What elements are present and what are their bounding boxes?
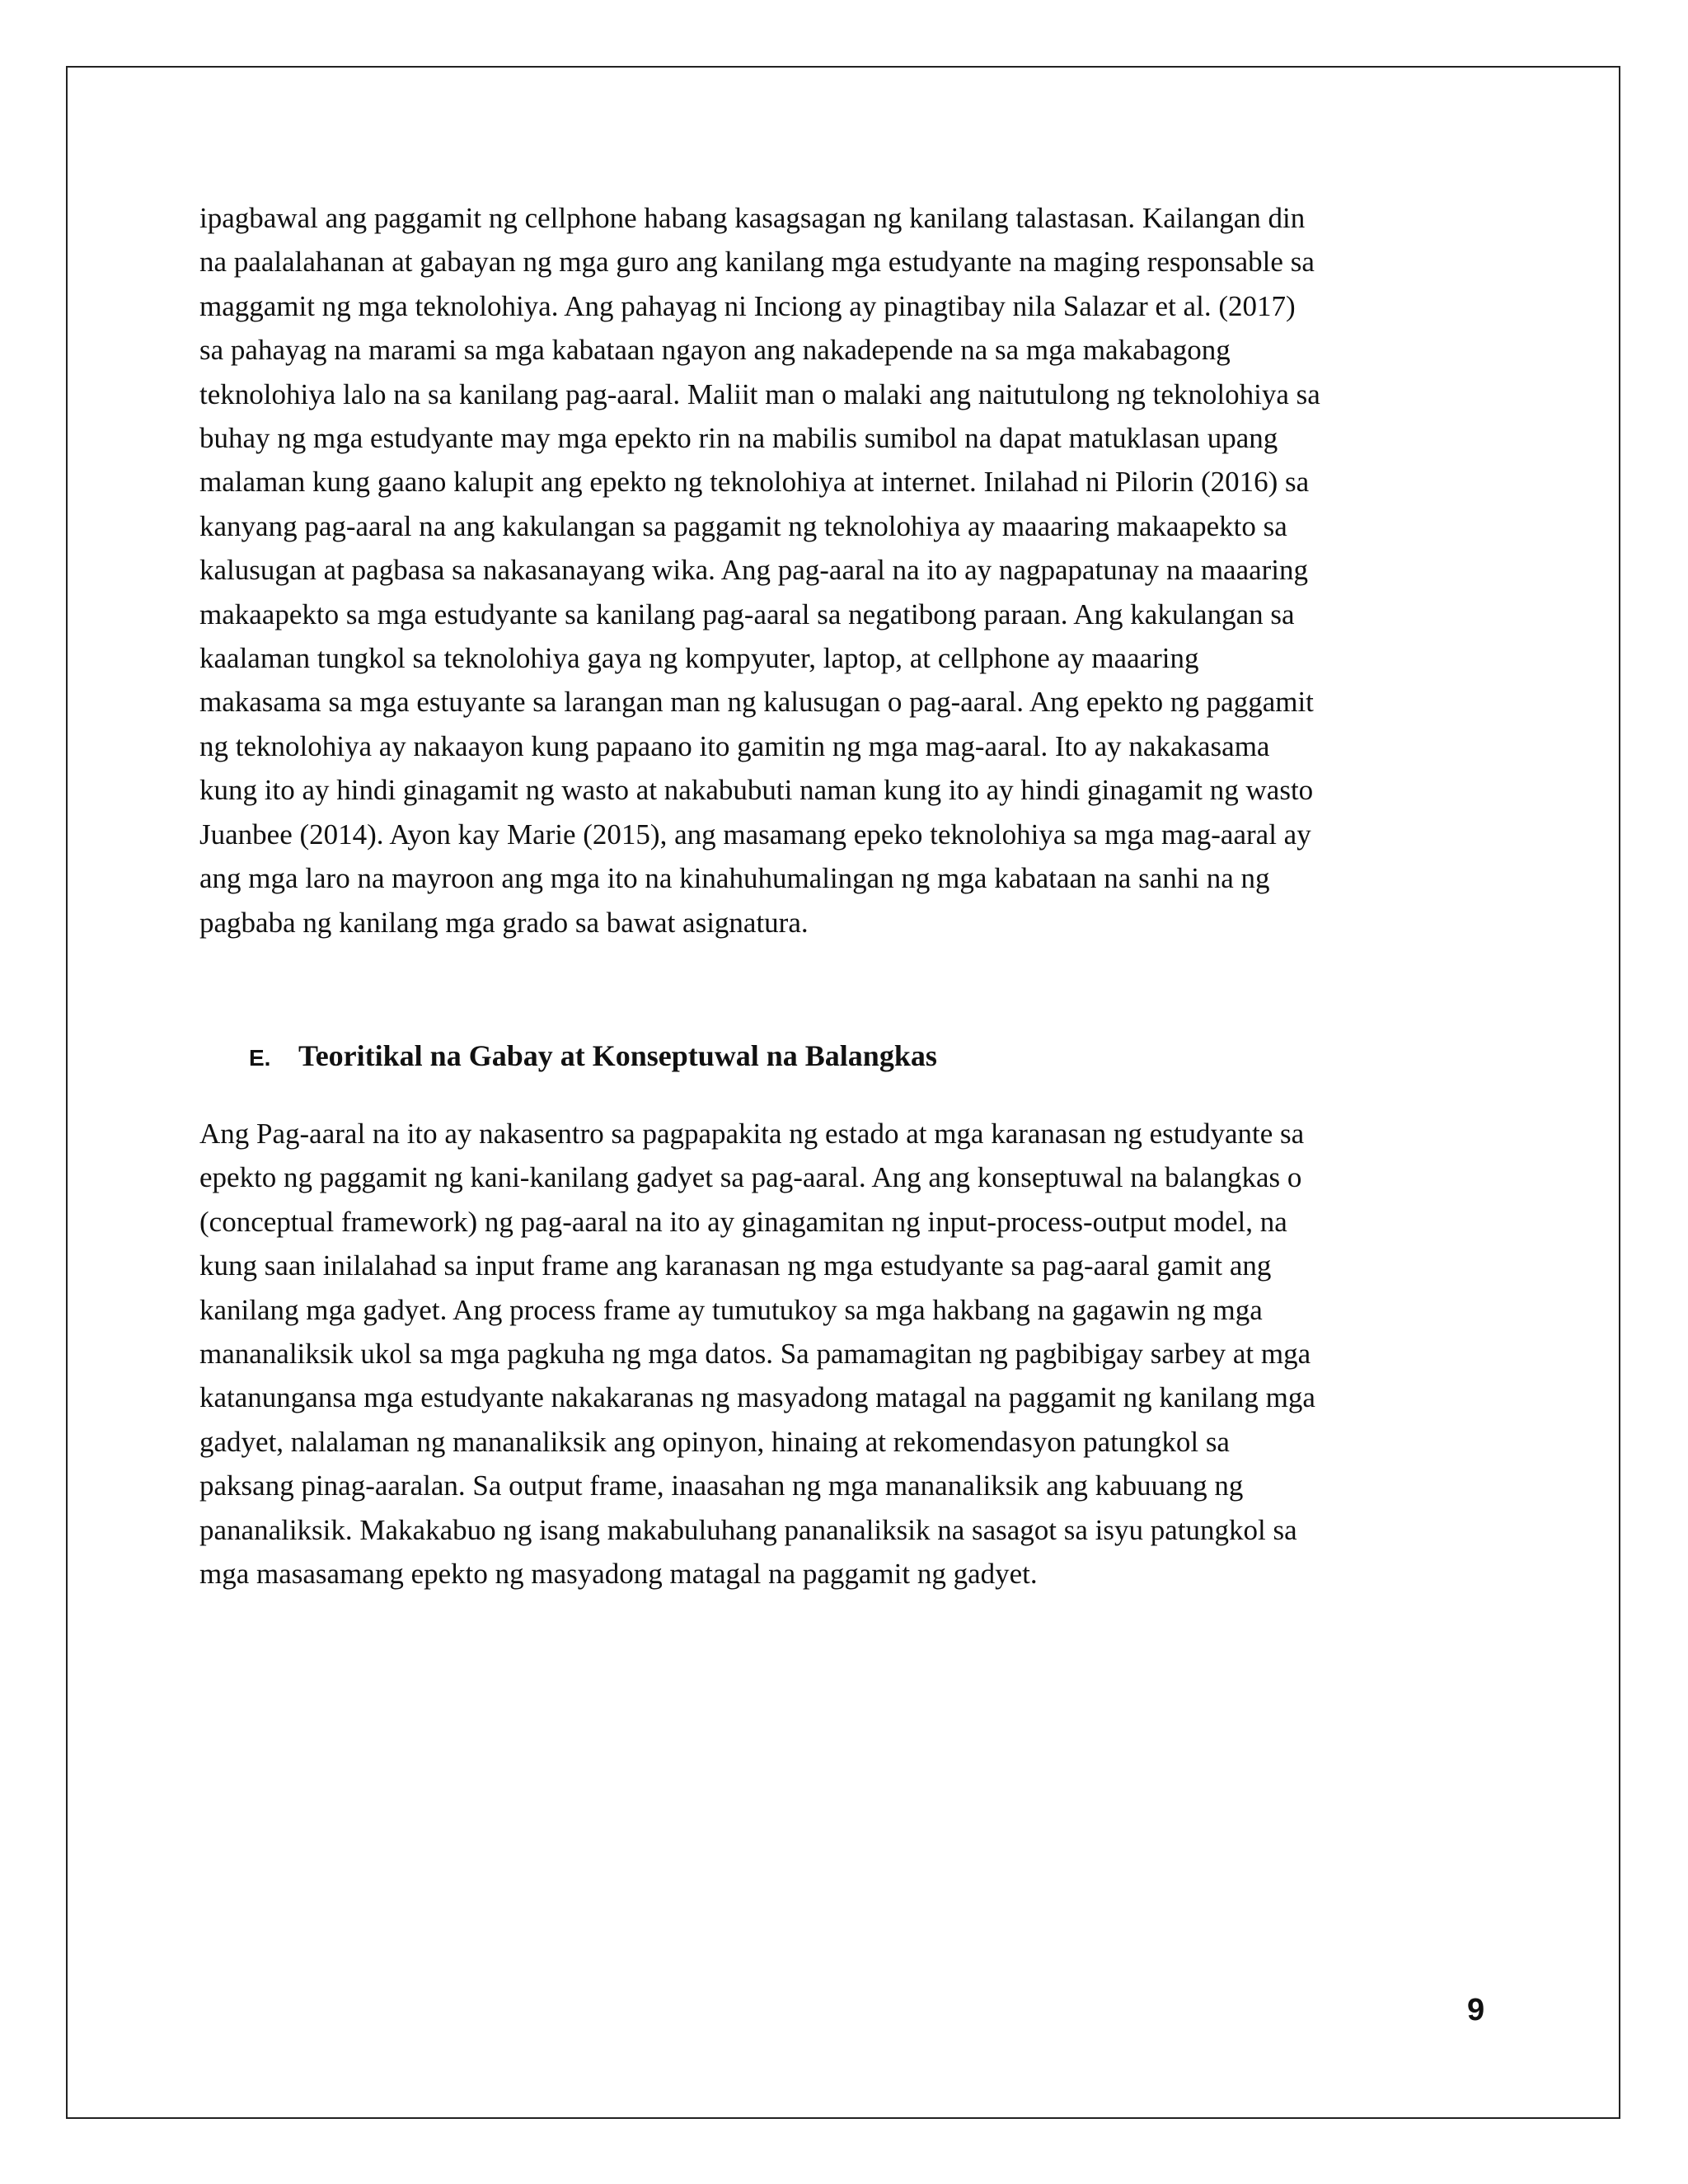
text-line: kalusugan at pagbasa sa nakasanayang wika. Ang pag-aaral na ito ay nagpapatunay na maaaring (199, 554, 1309, 587)
text-line: Ang Pag-aaral na ito ay nakasentro sa pagpapakita ng estado at mga karanasan ng estudyante sa (199, 1118, 1305, 1150)
text-line: kaalaman tungkol sa teknolohiya gaya ng kompyuter, laptop, at cellphone ay maaaring (199, 642, 1199, 675)
text-line: makasama sa mga estuyante sa larangan man ng kalusugan o pag-aaral. Ang epekto ng paggamit (199, 686, 1314, 719)
section-heading (249, 1038, 937, 1073)
text-line: ang mga laro na mayroon ang mga ito na kinahuhumalingan ng mga kabataan na sanhi na ng (199, 862, 1270, 895)
text-line: na paalalahanan at gabayan ng mga guro ang kanilang mga estudyante na maging responsable sa (199, 246, 1315, 279)
text-line: mga masasamang epekto ng masyadong matagal na paggamit ng gadyet. (199, 1558, 1038, 1591)
text-line: (conceptual framework) ng pag-aaral na ito ay ginagamitan ng input-process-output model, na (199, 1205, 1287, 1238)
text-line: buhay ng mga estudyante may mga epekto rin na mabilis sumibol na dapat matuklasan upang (199, 422, 1278, 455)
text-line: ng teknolohiya ay nakaayon kung papaano ito gamitin ng mga mag-aaral. Ito ay nakakasama (199, 729, 1270, 762)
text-line: makaapekto sa mga estudyante sa kanilang pag-aaral sa negatibong paraan. Ang kakulangan sa (199, 598, 1295, 630)
text-line: pagbaba ng kanilang mga grado sa bawat asignatura. (199, 906, 809, 939)
text-line: kanilang mga gadyet. Ang process frame ay tumutukoy sa mga hakbang na gagawin ng mga (199, 1293, 1263, 1326)
body-paragraph-1 (199, 196, 1489, 944)
text-line: malaman kung gaano kalupit ang epekto ng teknolohiya at internet. Inilahad ni Pilorin (2016) sa (199, 466, 1310, 499)
text-line: paksang pinag-aaralan. Sa output frame, inaasahan ng mga mananaliksik ang kabuuang ng (199, 1469, 1244, 1502)
text-line: ipagbawal ang paggamit ng cellphone habang kasagsagan ng kanilang talastasan. Kailangan din (199, 202, 1306, 234)
text-line: gadyet, nalalaman ng mananaliksik ang opinyon, hinaing at rekomendasyon patungkol sa (199, 1425, 1230, 1458)
text-line: pananaliksik. Makakabuo ng isang makabuluhang pananaliksik na sasagot sa isyu patungkol sa (199, 1513, 1297, 1546)
text-line: kung saan inilalahad sa input frame ang karanasan ng mga estudyante sa pag-aaral gamit ang (199, 1249, 1272, 1282)
section-title: Teoritikal na Gabay at Konseptuwal na Balangkas (298, 1039, 937, 1072)
section-letter: E. (249, 1045, 271, 1071)
text-line: epekto ng paggamit ng kani-kanilang gadyet sa pag-aaral. Ang ang konseptuwal na balangkas o (199, 1161, 1302, 1194)
text-line: teknolohiya lalo na sa kanilang pag-aaral. Maliit man o malaki ang naitutulong ng teknolohiya sa (199, 377, 1320, 410)
page-number: 9 (1467, 1993, 1485, 2027)
text-line: Juanbee (2014). Ayon kay Marie (2015), ang masamang epeko teknolohiya sa mga mag-aaral ay (199, 818, 1311, 851)
text-line: kanyang pag-aaral na ang kakulangan sa paggamit ng teknolohiya ay maaaring makaapekto sa (199, 509, 1287, 542)
text-line: mananaliksik ukol sa mga pagkuha ng mga datos. Sa pamamagitan ng pagbibigay sarbey at mga (199, 1338, 1311, 1371)
text-line: maggamit ng mga teknolohiya. Ang pahayag ni Inciong ay pinagtibay nila Salazar et al. (2017) (199, 289, 1296, 322)
text-line: kung ito ay hindi ginagamit ng wasto at nakabubuti naman kung ito ay hindi ginagamit ng wasto (199, 774, 1314, 807)
text-line: katanungansa mga estudyante nakakaranas ng masyadong matagal na paggamit ng kanilang mga (199, 1381, 1315, 1414)
text-line: sa pahayag na marami sa mga kabataan ngayon ang nakadepende na sa mga makabagong (199, 334, 1231, 367)
body-paragraph-2 (199, 1112, 1489, 1596)
